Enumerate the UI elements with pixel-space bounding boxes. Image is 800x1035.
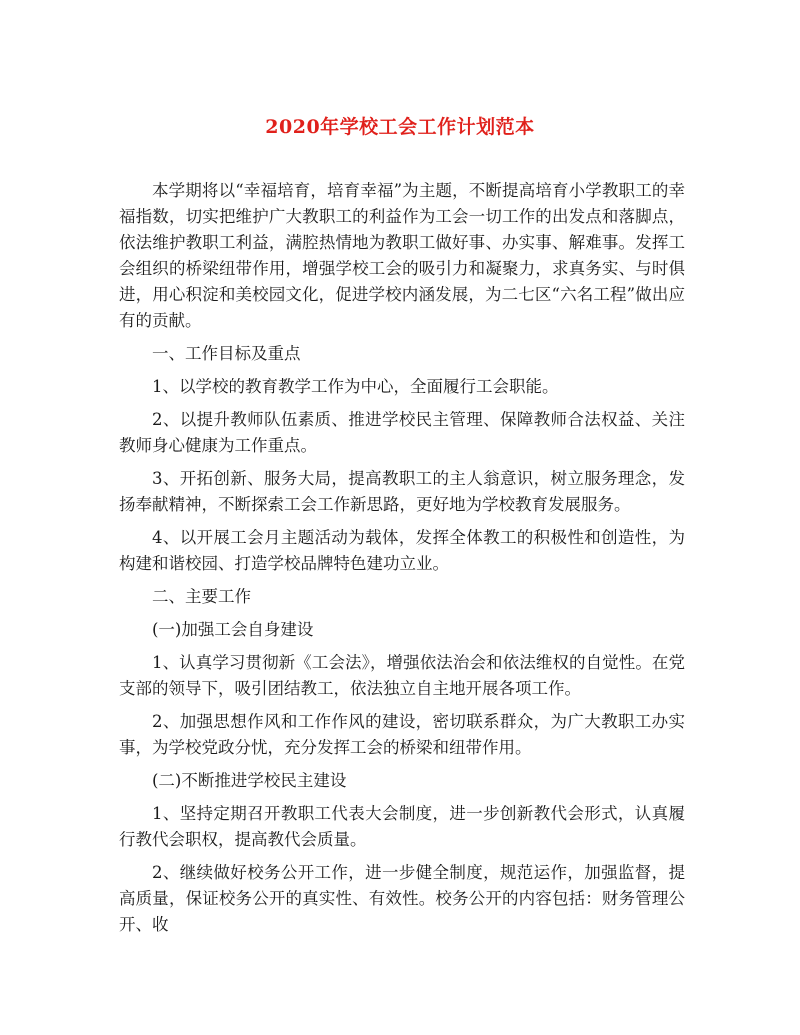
work-item-2-1: 1、坚持定期召开教职工代表大会制度，进一步创新教代会形式，认真履行教代会职权，提高教代会质量。 <box>119 804 685 849</box>
subsection-heading-2: (二)不断推进学校民主建设 <box>152 771 347 790</box>
subsection-heading-1: (一)加强工会自身建设 <box>152 620 314 639</box>
document-body <box>119 178 685 945</box>
goal-item-1: 1、以学校的教育教学工作为中心，全面履行工会职能。 <box>152 377 559 396</box>
goal-item-3: 3、开拓创新、服务大局，提高教职工的主人翁意识，树立服务理念，发扬奉献精神，不断探索工会工作新思路，更好地为学校教育发展服务。 <box>119 469 685 514</box>
work-item-2-2: 2、继续做好校务公开工作，进一步健全制度，规范运作，加强监督，提高质量，保证校务公开的真实性、有效性。校务公开的内容包括：财务管理公开、收 <box>119 863 685 934</box>
intro-paragraph: 本学期将以“幸福培育，培育幸福”为主题，不断提高培育小学教职工的幸福指数，切实把维护广大教职工的利益作为工会一切工作的出发点和落脚点，依法维护教职工利益，满腔热情地为教职工做好事、办实事、解难事。发挥工会组织的桥梁纽带作用，增强学校工会的吸引力和凝聚力，求真务实、与时俱进，用心积淀和美校园文化，促进学校内涵发展，为二七区“六名工程”做出应有的贡献。 <box>119 181 685 330</box>
work-item-1-1: 1、认真学习贯彻新《工会法》，增强依法治会和依法维权的自觉性。在党支部的领导下，吸引团结教工，依法独立自主地开展各项工作。 <box>119 653 685 698</box>
goal-item-2: 2、以提升教师队伍素质、推进学校民主管理、保障教师合法权益、关注教师身心健康为工作重点。 <box>119 410 685 455</box>
document-title: 2020年学校工会工作计划范本 <box>265 116 535 138</box>
work-item-1-2: 2、加强思想作风和工作作风的建设，密切联系群众，为广大教职工办实事，为学校党政分忧，充分发挥工会的桥梁和纽带作用。 <box>119 712 685 757</box>
section-heading-main-work: 二、主要工作 <box>152 587 251 606</box>
section-heading-goals: 一、工作目标及重点 <box>152 344 301 363</box>
goal-item-4: 4、以开展工会月主题活动为载体，发挥全体教工的积极性和创造性，为构建和谐校园、打造学校品牌特色建功立业。 <box>119 528 685 573</box>
